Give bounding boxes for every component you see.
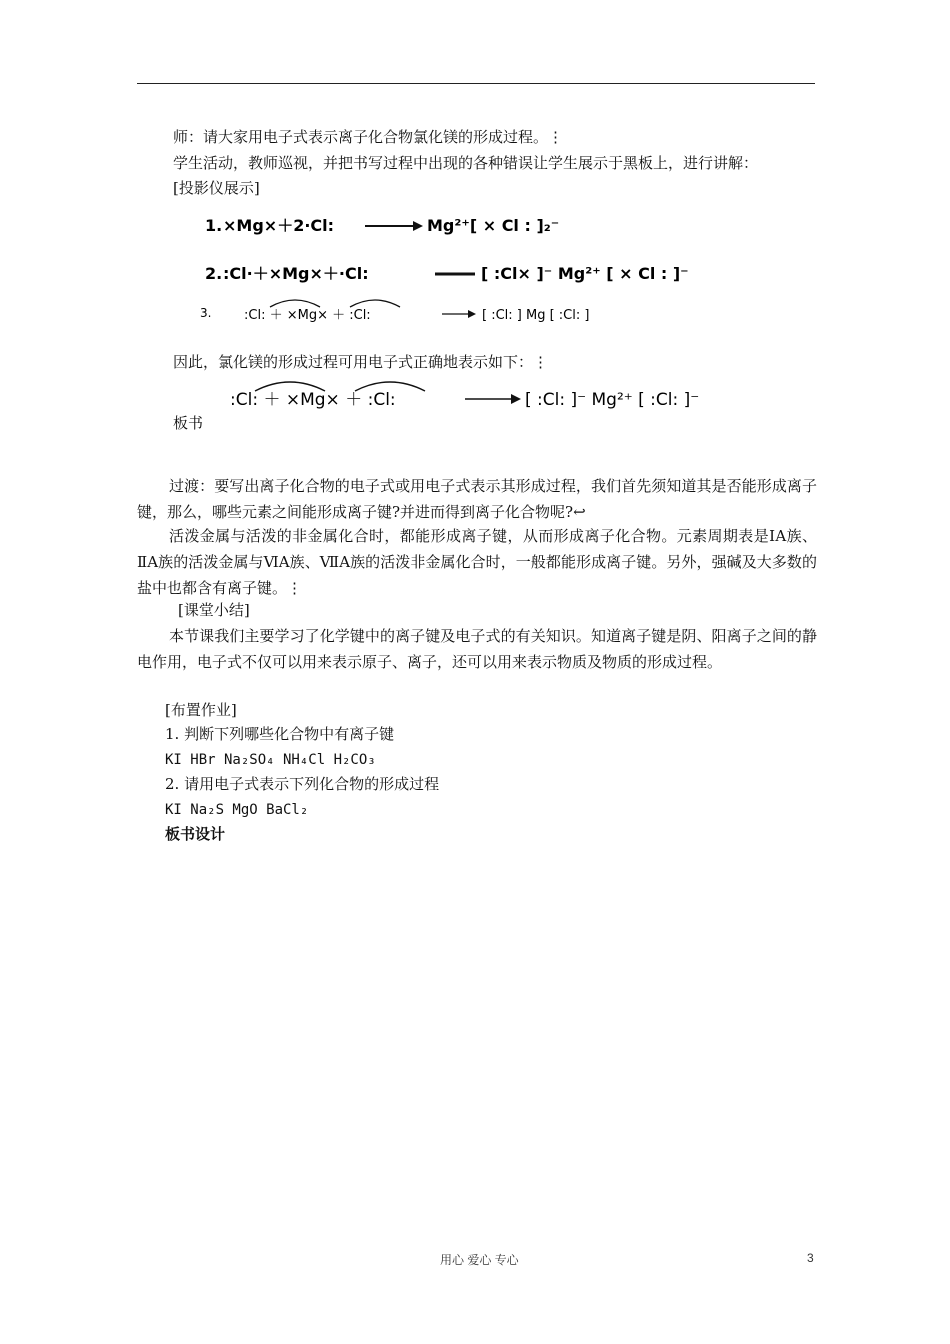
homework-label: [布置作业] [165, 701, 237, 719]
page-number: 3 [807, 1251, 814, 1265]
diagram-3-number: 3. [200, 306, 212, 320]
header-rule [137, 83, 815, 84]
diagram-2-rhs: [ :Cl× ]⁻ Mg²⁺ [ × Cl : ]⁻ [481, 264, 689, 283]
electron-diagram-3 [200, 295, 640, 335]
student-activity: 学生活动，教师巡视，并把书写过程中出现的各种错误让学生展示于黑板上，进行讲解： [173, 154, 759, 172]
teacher-prompt: 师：请大家用电子式表示离子化合物氯化镁的形成过程。⋮ [173, 128, 564, 146]
diagram-3-rhs: [ :Cl: ] Mg [ :Cl: ] [482, 308, 590, 323]
board-label: 板书 [173, 414, 204, 432]
active-metals-paragraph: 活泼金属与活泼的非金属化合时，都能形成离子键，从而形成离子化合物。元素周期表是ⅠA族、ⅡA族的活泼金属与ⅥA族、ⅦA族的活泼非金属化合时，一般都能形成离子键。另外，强碱及大多数的盐中也都含有离子键。⋮ [137, 527, 817, 597]
projection-label: [投影仪展示] [173, 179, 260, 197]
summary-paragraph: 本节课我们主要学习了化学键中的离子键及电子式的有关知识。知道离子键是阴、阳离子之间的静电作用，电子式不仅可以用来表示原子、离子，还可以用来表示物质及物质的形成过程。 [137, 627, 817, 671]
homework-compounds-1: KI HBr Na₂SO₄ NH₄Cl H₂CO₃ [165, 752, 376, 768]
diagram-1-rhs: Mg²⁺[ × Cl : ]₂⁻ [427, 216, 560, 235]
electron-diagram-1 [205, 205, 605, 245]
therefore-text: 因此，氯化镁的形成过程可用电子式正确地表示如下：⋮ [173, 353, 549, 371]
reaction-arrow-head [413, 221, 423, 231]
reaction-arrow-head [468, 310, 476, 318]
transition-paragraph: 过渡：要写出离子化合物的电子式或用电子式表示其形成过程，我们首先须知道其是否能形成离子键，那么，哪些元素之间能形成离子键?并进而得到离子化合物呢?↩ [137, 477, 817, 521]
correct-lhs: :Cl: ＋ ×Mg× ＋ :Cl: [230, 390, 396, 410]
homework-question-2: 2. 请用电子式表示下列化合物的形成过程 [165, 775, 440, 793]
board-design-heading: 板书设计 [165, 825, 226, 843]
diagram-2-number: 2. [205, 264, 223, 283]
footer-motto: 用心 爱心 专心 [440, 1253, 519, 1267]
homework-compounds-2: KI Na₂S MgO BaCl₂ [165, 802, 309, 818]
reaction-arrow-head [511, 394, 521, 404]
electron-diagram-2 [205, 253, 705, 293]
electron-transfer-arrow-left [270, 300, 320, 307]
summary-label: [课堂小结] [178, 601, 250, 619]
correct-rhs: [ :Cl: ]⁻ Mg²⁺ [ :Cl: ]⁻ [525, 390, 700, 410]
diagram-1-number: 1. [205, 216, 223, 235]
electron-transfer-arrow-right [350, 300, 400, 307]
diagram-1-lhs: ×Mg×＋2·Cl: [223, 216, 335, 235]
diagram-3-lhs: :Cl: ＋ ×Mg× ＋ :Cl: [244, 308, 371, 323]
diagram-2-lhs: :Cl·＋×Mg×＋·Cl: [223, 264, 369, 283]
homework-question-1: 1. 判断下列哪些化合物中有离子键 [165, 725, 395, 743]
electron-diagram-correct [225, 375, 745, 423]
